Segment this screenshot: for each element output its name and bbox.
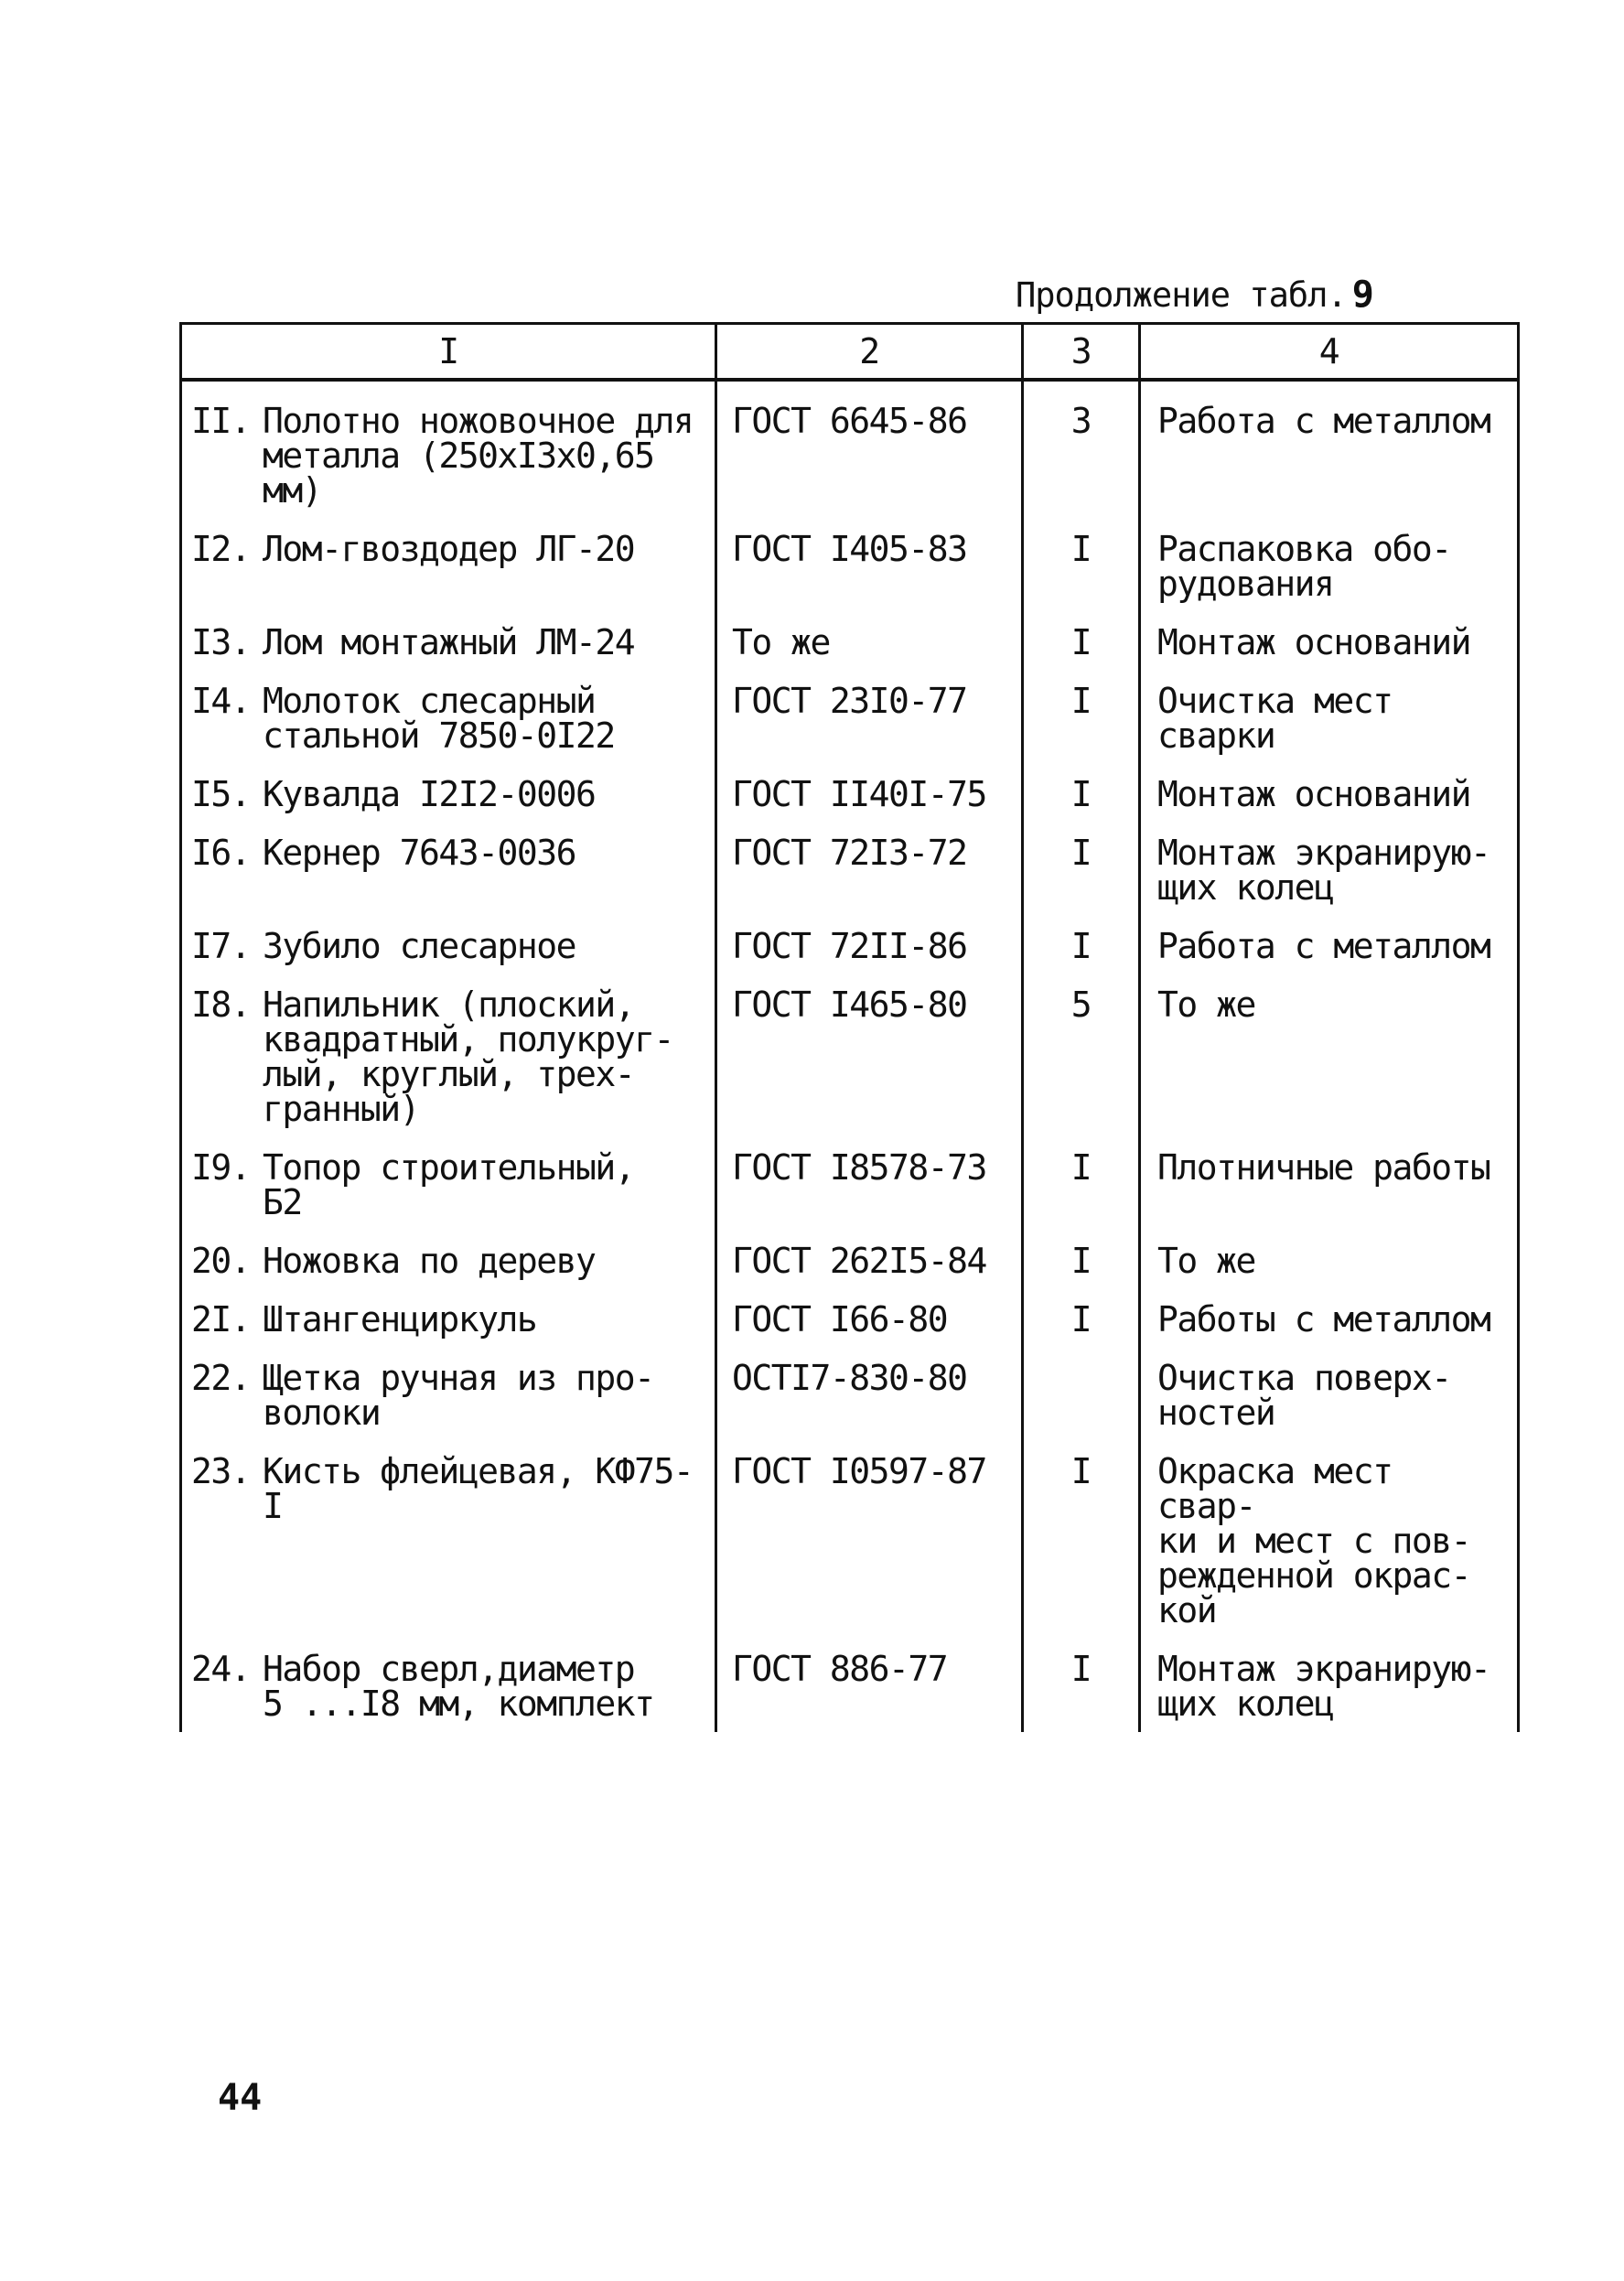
item-quantity: I — [1023, 1639, 1140, 1732]
item-standard: ГОСТ I0597-87 — [716, 1441, 1023, 1639]
item-quantity: I — [1023, 519, 1140, 612]
table-row — [181, 764, 1519, 823]
item-standard: ГОСТ 886-77 — [716, 1639, 1023, 1732]
item-standard: ОСТI7-830-80 — [716, 1348, 1023, 1441]
table-row — [181, 380, 1519, 519]
item-standard: То же — [716, 612, 1023, 671]
item-quantity: I — [1023, 1231, 1140, 1289]
caption-table-number: 9 — [1351, 274, 1373, 316]
item-number: I2. — [191, 529, 251, 569]
table-row — [181, 1137, 1519, 1231]
item-standard: ГОСТ I465-80 — [716, 974, 1023, 1137]
item-number: I3. — [191, 622, 251, 662]
column-header-1: I — [181, 324, 716, 381]
item-quantity: 3 — [1023, 380, 1140, 519]
item-number: I4. — [191, 681, 251, 721]
table-row — [181, 1441, 1519, 1639]
table-caption — [1016, 274, 1373, 315]
item-name: Кисть флейцевая, КФ75-I — [263, 1451, 694, 1526]
table-row — [181, 612, 1519, 671]
equipment-table-container — [179, 322, 1517, 1732]
item-name: Штангенциркуль — [263, 1299, 537, 1340]
item-name-cell — [181, 1348, 716, 1441]
caption-text: Продолжение табл. — [1016, 275, 1347, 315]
item-name: Набор сверл,диаметр 5 ...I8 мм, комплект — [263, 1649, 654, 1724]
item-name-cell — [181, 764, 716, 823]
item-name: Щетка ручная из про- волоки — [263, 1358, 654, 1433]
column-header-3: 3 — [1023, 324, 1140, 381]
item-name-cell — [181, 612, 716, 671]
item-name: Топор строительный, Б2 — [263, 1147, 635, 1222]
item-name-cell — [181, 974, 716, 1137]
column-header-2: 2 — [716, 324, 1023, 381]
column-header-4: 4 — [1140, 324, 1519, 381]
item-standard: ГОСТ 72I3-72 — [716, 823, 1023, 916]
item-number: 2I. — [191, 1299, 251, 1340]
item-number: II. — [191, 401, 251, 441]
item-purpose: Работа с металлом — [1140, 380, 1519, 519]
item-number: I7. — [191, 926, 251, 966]
item-name: Зубило слесарное — [263, 926, 576, 966]
item-number: 23. — [191, 1451, 251, 1491]
item-purpose: Распаковка обо- рудования — [1140, 519, 1519, 612]
item-name-cell — [181, 519, 716, 612]
item-purpose: То же — [1140, 974, 1519, 1137]
item-quantity: I — [1023, 612, 1140, 671]
item-number: I5. — [191, 774, 251, 814]
item-purpose: То же — [1140, 1231, 1519, 1289]
item-name-cell — [181, 671, 716, 764]
item-name: Напильник (плоский, квадратный, полукруг- лый, круглый, трех- гранный) — [263, 984, 673, 1129]
item-quantity — [1023, 1348, 1140, 1441]
item-purpose: Работы с металлом — [1140, 1289, 1519, 1348]
item-purpose: Очистка мест сварки — [1140, 671, 1519, 764]
item-name: Кувалда I2I2-0006 — [263, 774, 596, 814]
item-purpose: Работа с металлом — [1140, 916, 1519, 974]
item-name-cell — [181, 380, 716, 519]
table-row — [181, 916, 1519, 974]
item-quantity: I — [1023, 671, 1140, 764]
item-quantity: 5 — [1023, 974, 1140, 1137]
item-number: 22. — [191, 1358, 251, 1398]
item-name-cell — [181, 1441, 716, 1639]
item-name-cell — [181, 916, 716, 974]
item-name-cell — [181, 1231, 716, 1289]
item-name: Лом монтажный ЛМ-24 — [263, 622, 635, 662]
item-quantity: I — [1023, 1441, 1140, 1639]
item-name-cell — [181, 1289, 716, 1348]
item-standard: ГОСТ I66-80 — [716, 1289, 1023, 1348]
item-quantity: I — [1023, 823, 1140, 916]
table-header-row — [181, 324, 1519, 381]
item-purpose: Монтаж оснований — [1140, 764, 1519, 823]
item-purpose: Монтаж оснований — [1140, 612, 1519, 671]
item-quantity: I — [1023, 1137, 1140, 1231]
item-standard: ГОСТ I8578-73 — [716, 1137, 1023, 1231]
table-row — [181, 671, 1519, 764]
table-row — [181, 1639, 1519, 1732]
item-number: 24. — [191, 1649, 251, 1689]
item-number: I8. — [191, 984, 251, 1025]
item-name: Кернер 7643-0036 — [263, 833, 576, 873]
item-purpose: Очистка поверх- ностей — [1140, 1348, 1519, 1441]
item-standard: ГОСТ I405-83 — [716, 519, 1023, 612]
table-row — [181, 519, 1519, 612]
equipment-table — [179, 322, 1520, 1732]
item-name: Ножовка по дереву — [263, 1241, 596, 1281]
item-purpose: Окраска мест свар- ки и мест с пов- режденной окрас- кой — [1140, 1441, 1519, 1639]
item-name: Лом-гвоздодер ЛГ-20 — [263, 529, 635, 569]
item-purpose: Монтаж экранирую- щих колец — [1140, 1639, 1519, 1732]
item-name: Полотно ножовочное для металла (250хI3х0,65 мм) — [263, 401, 694, 511]
item-standard: ГОСТ 23I0-77 — [716, 671, 1023, 764]
item-name-cell — [181, 823, 716, 916]
item-purpose: Плотничные работы — [1140, 1137, 1519, 1231]
item-standard: ГОСТ II40I-75 — [716, 764, 1023, 823]
item-name: Молоток слесарный стальной 7850-0I22 — [263, 681, 615, 756]
item-quantity: I — [1023, 1289, 1140, 1348]
item-quantity: I — [1023, 764, 1140, 823]
page-number: 44 — [218, 2077, 263, 2119]
item-purpose: Монтаж экранирую- щих колец — [1140, 823, 1519, 916]
item-number: I9. — [191, 1147, 251, 1188]
table-row — [181, 1289, 1519, 1348]
table-row — [181, 974, 1519, 1137]
item-number: 20. — [191, 1241, 251, 1281]
item-standard: ГОСТ 72II-86 — [716, 916, 1023, 974]
item-standard: ГОСТ 6645-86 — [716, 380, 1023, 519]
item-quantity: I — [1023, 916, 1140, 974]
item-standard: ГОСТ 262I5-84 — [716, 1231, 1023, 1289]
item-name-cell — [181, 1137, 716, 1231]
table-row — [181, 1348, 1519, 1441]
table-row — [181, 823, 1519, 916]
table-row — [181, 1231, 1519, 1289]
table-body — [181, 380, 1519, 1732]
item-name-cell — [181, 1639, 716, 1732]
item-number: I6. — [191, 833, 251, 873]
